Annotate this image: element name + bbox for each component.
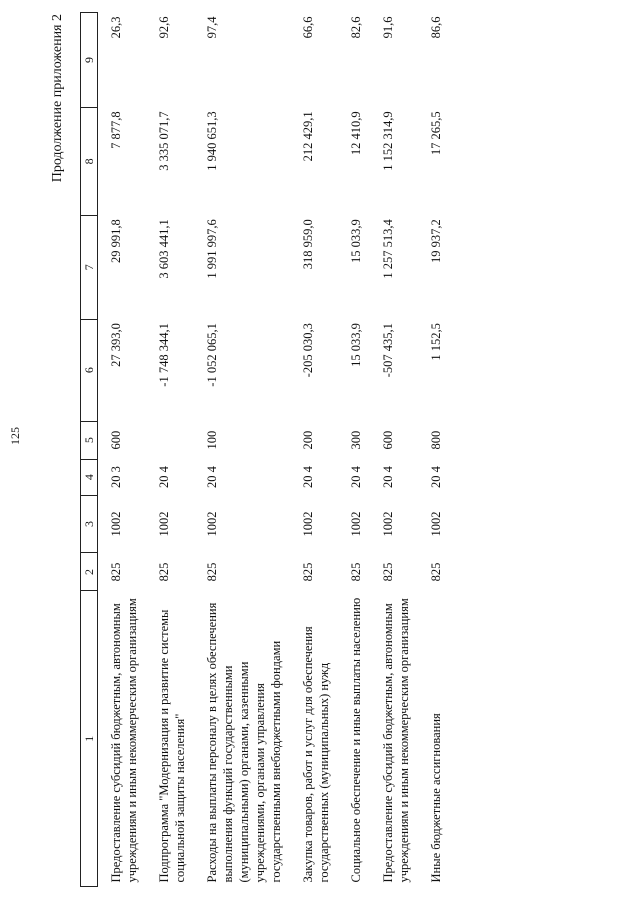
cell-ministry: 825 bbox=[349, 562, 363, 582]
cell-col8: 1 152 314,9 bbox=[381, 111, 395, 171]
cell-section: 1002 bbox=[381, 511, 395, 537]
cell-col8: 12 410,9 bbox=[349, 111, 363, 156]
cell-program: 20 4 bbox=[301, 466, 315, 488]
budget-table bbox=[80, 12, 450, 887]
col-header-4: 4 bbox=[81, 459, 98, 495]
table-row bbox=[98, 13, 147, 887]
row-name: Предоставление субсидий бюджетным, автономным учреждениям и иным некоммерческим организациям bbox=[109, 598, 139, 883]
col-header-7: 7 bbox=[81, 215, 98, 319]
cell-ministry: 825 bbox=[381, 562, 395, 582]
cell-col8: 17 265,5 bbox=[429, 111, 443, 156]
table-row bbox=[194, 13, 290, 887]
table-row bbox=[338, 13, 370, 887]
cell-section: 1002 bbox=[349, 511, 363, 537]
col-header-9: 9 bbox=[81, 13, 98, 108]
cell-col8: 7 877,8 bbox=[109, 111, 123, 149]
cell-col9: 97,4 bbox=[205, 16, 219, 39]
row-name: Иные бюджетные ассигнования bbox=[429, 713, 443, 883]
cell-col9: 92,6 bbox=[157, 16, 171, 39]
col-header-3: 3 bbox=[81, 495, 98, 553]
cell-col8: 3 335 071,7 bbox=[157, 111, 171, 171]
cell-col8: 212 429,1 bbox=[301, 111, 315, 162]
cell-section: 1002 bbox=[301, 511, 315, 537]
cell-expense-type: 600 bbox=[109, 430, 123, 450]
row-name: Закупка товаров, работ и услуг для обеспечения государственных (муниципальных) нужд bbox=[301, 626, 331, 883]
cell-col6: -1 748 344,1 bbox=[157, 323, 171, 387]
table-row bbox=[146, 13, 194, 887]
cell-col7: 15 033,9 bbox=[349, 219, 363, 264]
cell-ministry: 825 bbox=[157, 562, 171, 582]
cell-ministry: 825 bbox=[429, 562, 443, 582]
row-name: Социальное обеспечение и иные выплаты населению bbox=[349, 597, 363, 883]
col-header-6: 6 bbox=[81, 319, 98, 421]
col-header-5: 5 bbox=[81, 421, 98, 459]
cell-col9: 26,3 bbox=[109, 16, 123, 39]
table-row bbox=[370, 13, 418, 887]
table-row bbox=[418, 13, 450, 887]
col-header-2: 2 bbox=[81, 553, 98, 591]
cell-section: 1002 bbox=[429, 511, 443, 537]
cell-col7: 1 257 513,4 bbox=[381, 219, 395, 279]
table-row bbox=[290, 13, 338, 887]
cell-program: 20 4 bbox=[157, 466, 171, 488]
cell-program: 20 4 bbox=[349, 466, 363, 488]
cell-col7: 318 959,0 bbox=[301, 219, 315, 270]
cell-col6: 27 393,0 bbox=[109, 323, 123, 367]
cell-col7: 29 991,8 bbox=[109, 219, 123, 264]
cell-section: 1002 bbox=[157, 511, 171, 537]
continuation-label: Продолжение приложения 2 bbox=[50, 14, 65, 183]
cell-col7: 1 991 997,6 bbox=[205, 219, 219, 279]
cell-program: 20 4 bbox=[381, 466, 395, 488]
cell-col6: -205 030,3 bbox=[301, 323, 315, 378]
row-name: Подпрограмма "Модернизация и развитие системы социальной защиты населения" bbox=[157, 609, 187, 883]
cell-expense-type: 800 bbox=[429, 430, 443, 450]
cell-col9: 86,6 bbox=[429, 16, 443, 39]
row-name: Расходы на выплаты персоналу в целях обеспечения выполнения функций государственными (муниципальными) органами, казенными учреждениями, органами управления государственными внебюджетными фондами bbox=[205, 602, 283, 883]
cell-program: 20 4 bbox=[205, 466, 219, 488]
col-header-1: 1 bbox=[81, 591, 98, 887]
cell-expense-type: 200 bbox=[301, 430, 315, 450]
page-number: 125 bbox=[8, 427, 22, 445]
cell-expense-type: 300 bbox=[349, 430, 363, 450]
cell-col6: -1 052 065,1 bbox=[205, 323, 219, 387]
cell-col8: 1 940 651,3 bbox=[205, 111, 219, 171]
cell-col9: 82,6 bbox=[349, 16, 363, 39]
cell-section: 1002 bbox=[205, 511, 219, 537]
cell-expense-type: 600 bbox=[381, 430, 395, 450]
cell-ministry: 825 bbox=[301, 562, 315, 582]
cell-section: 1002 bbox=[109, 511, 123, 537]
cell-program: 20 4 bbox=[429, 466, 443, 488]
cell-program: 20 3 bbox=[109, 466, 123, 488]
cell-col6: 15 033,9 bbox=[349, 323, 363, 367]
cell-col9: 66,6 bbox=[301, 16, 315, 39]
cell-col6: 1 152,5 bbox=[429, 323, 443, 361]
row-name: Предоставление субсидий бюджетным, автономным учреждениям и иным некоммерческим организациям bbox=[381, 598, 411, 883]
cell-ministry: 825 bbox=[109, 562, 123, 582]
cell-col7: 19 937,2 bbox=[429, 219, 443, 264]
cell-expense-type bbox=[146, 421, 194, 459]
cell-ministry: 825 bbox=[205, 562, 219, 582]
cell-col7: 3 603 441,1 bbox=[157, 219, 171, 279]
cell-col6: -507 435,1 bbox=[381, 323, 395, 378]
header-row bbox=[81, 13, 98, 887]
cell-expense-type: 100 bbox=[205, 430, 219, 450]
cell-col9: 91,6 bbox=[381, 16, 395, 39]
col-header-8: 8 bbox=[81, 107, 98, 215]
